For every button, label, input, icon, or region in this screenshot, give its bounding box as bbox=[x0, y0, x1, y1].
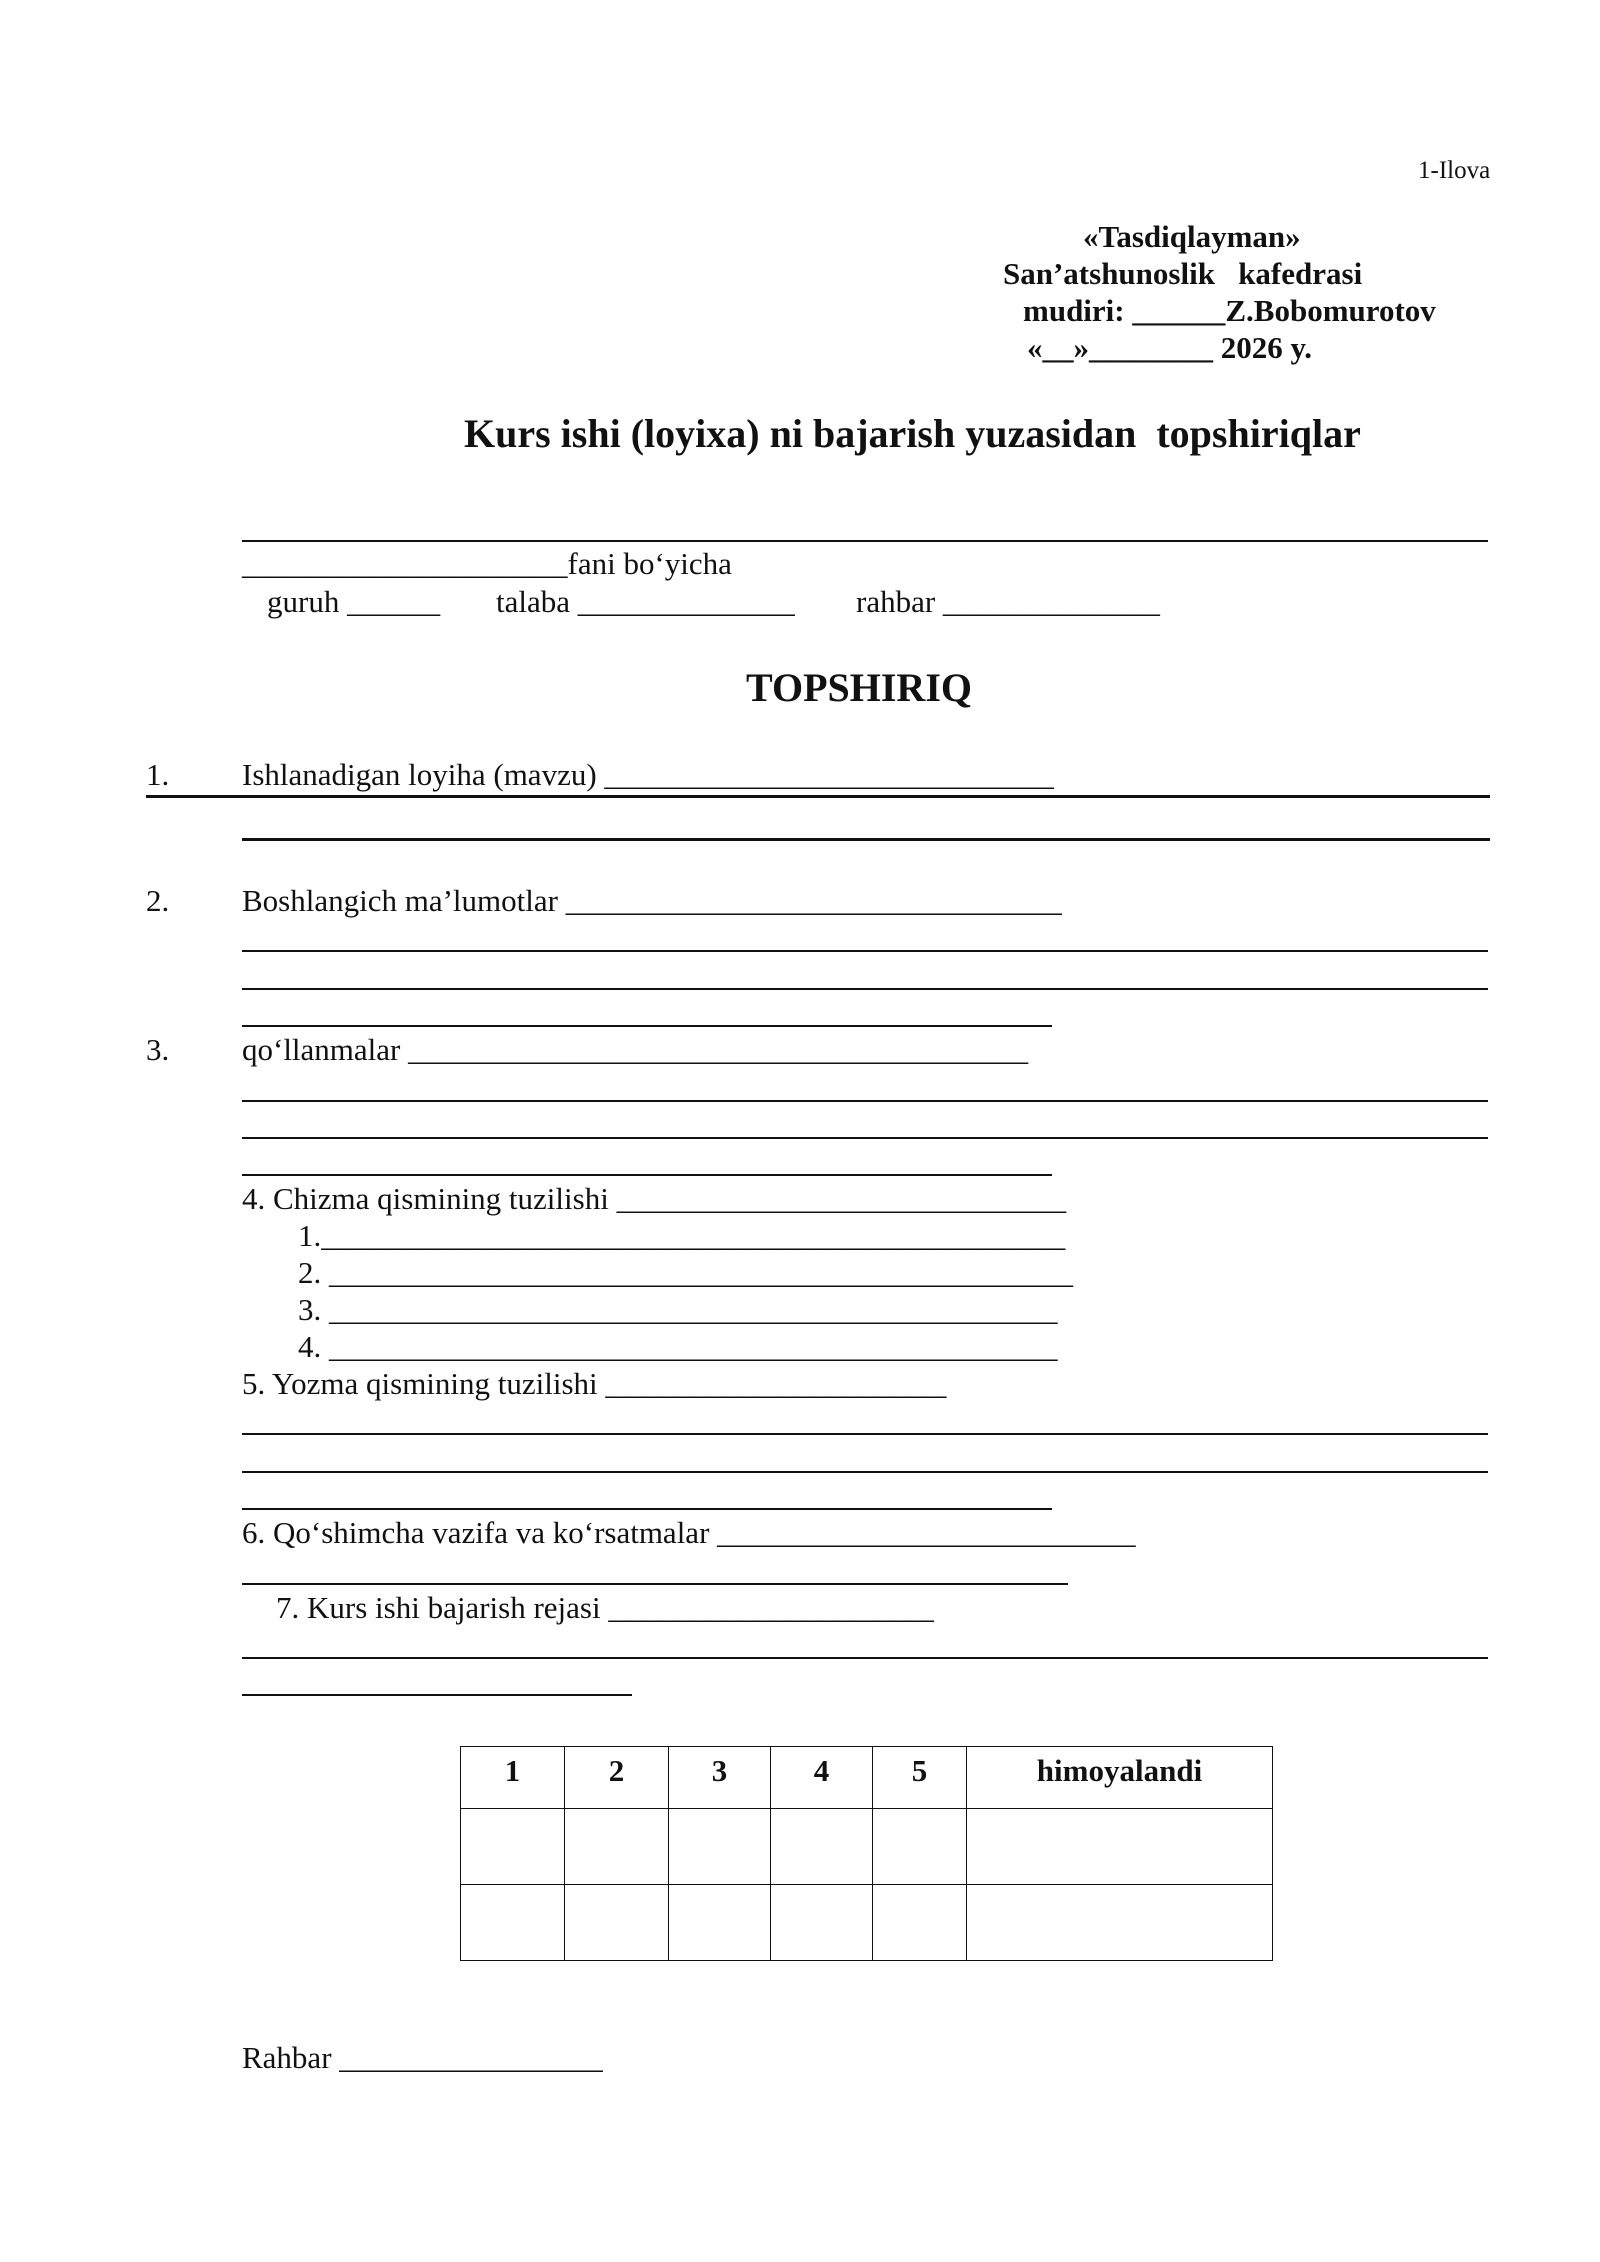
table-header-cell: 2 bbox=[565, 1747, 669, 1809]
item-4-sub-1: 1.________________________________________________ bbox=[298, 1218, 1066, 1253]
table-cell[interactable] bbox=[461, 1809, 565, 1885]
approval-title: «Tasdiqlayman» bbox=[1083, 219, 1301, 254]
supervisor-field: rahbar ______________ bbox=[856, 584, 1160, 619]
table-cell[interactable] bbox=[461, 1885, 565, 1961]
item-5-rule-3 bbox=[242, 1508, 1052, 1510]
table-cell[interactable] bbox=[967, 1885, 1273, 1961]
item-3-rule-1 bbox=[242, 1100, 1488, 1102]
progress-table bbox=[460, 1746, 1273, 1961]
item-2-rule-2 bbox=[242, 988, 1488, 990]
table-header-cell: 5 bbox=[873, 1747, 967, 1809]
student-field: talaba ______________ bbox=[496, 584, 795, 619]
item-7-rule-2 bbox=[242, 1694, 632, 1696]
item-5-rule-1 bbox=[242, 1433, 1488, 1435]
table-cell[interactable] bbox=[873, 1885, 967, 1961]
table-cell[interactable] bbox=[967, 1809, 1273, 1885]
item-2-rule-1 bbox=[242, 950, 1488, 952]
item-1-rule-1 bbox=[146, 795, 1490, 798]
group-field: guruh ______ bbox=[267, 584, 441, 619]
item-7-text: 7. Kurs ishi bajarish rejasi _____________________ bbox=[276, 1590, 934, 1625]
item-6-text: 6. Qo‘shimcha vazifa va ko‘rsatmalar ___________________________ bbox=[242, 1515, 1136, 1550]
item-4-sub-2: 2. ________________________________________________ bbox=[298, 1255, 1073, 1290]
table-cell[interactable] bbox=[873, 1809, 967, 1885]
item-3-rule-2 bbox=[242, 1137, 1488, 1139]
footer-supervisor: Rahbar _________________ bbox=[242, 2040, 603, 2075]
table-cell[interactable] bbox=[669, 1809, 771, 1885]
table-header-cell: 3 bbox=[669, 1747, 771, 1809]
appendix-label: 1-Ilova bbox=[1418, 157, 1491, 184]
item-1-number: 1. bbox=[146, 757, 170, 792]
item-1-rule-2 bbox=[242, 838, 1490, 841]
item-7-rule-1 bbox=[242, 1657, 1488, 1659]
table-header-cell: 1 bbox=[461, 1747, 565, 1809]
item-6-rule-1 bbox=[242, 1583, 1068, 1585]
item-5-rule-2 bbox=[242, 1471, 1488, 1473]
table-header-cell: 4 bbox=[771, 1747, 873, 1809]
table-cell[interactable] bbox=[771, 1885, 873, 1961]
table-row bbox=[461, 1885, 1273, 1961]
item-3-number: 3. bbox=[146, 1032, 170, 1067]
item-4-sub-4: 4. _______________________________________________ bbox=[298, 1329, 1058, 1364]
subject-line: _____________________fani bo‘yicha bbox=[242, 546, 732, 581]
table-header-cell: himoyalandi bbox=[967, 1747, 1273, 1809]
item-5-text: 5. Yozma qismining tuzilishi ______________________ bbox=[242, 1366, 947, 1401]
item-2-rule-3 bbox=[242, 1025, 1052, 1027]
table-cell[interactable] bbox=[565, 1885, 669, 1961]
table-cell[interactable] bbox=[669, 1885, 771, 1961]
approval-date: «__»________ 2026 y. bbox=[1027, 330, 1313, 365]
main-title: Kurs ishi (loyixa) ni bajarish yuzasidan topshiriqlar bbox=[464, 411, 1361, 456]
item-2-text: Boshlangich ma’lumotlar ________________________________ bbox=[242, 883, 1062, 918]
subject-rule bbox=[242, 540, 1488, 542]
item-2-number: 2. bbox=[146, 883, 170, 918]
item-4-sub-3: 3. _______________________________________________ bbox=[298, 1292, 1058, 1327]
table-cell[interactable] bbox=[565, 1809, 669, 1885]
table-cell[interactable] bbox=[771, 1809, 873, 1885]
item-1-text: Ishlanadigan loyiha (mavzu) _____________________________ bbox=[242, 757, 1054, 792]
approval-head: mudiri: ______Z.Bobomurotov bbox=[1023, 293, 1436, 328]
item-3-rule-3 bbox=[242, 1174, 1052, 1176]
approval-department: San’atshunoslik kafedrasi bbox=[1003, 256, 1363, 291]
item-3-text: qo‘llanmalar ________________________________________ bbox=[242, 1032, 1029, 1067]
task-heading: TOPSHIRIQ bbox=[746, 665, 972, 710]
table-header-row bbox=[461, 1747, 1273, 1809]
item-4-text: 4. Chizma qismining tuzilishi _____________________________ bbox=[242, 1181, 1067, 1216]
table-row bbox=[461, 1809, 1273, 1885]
